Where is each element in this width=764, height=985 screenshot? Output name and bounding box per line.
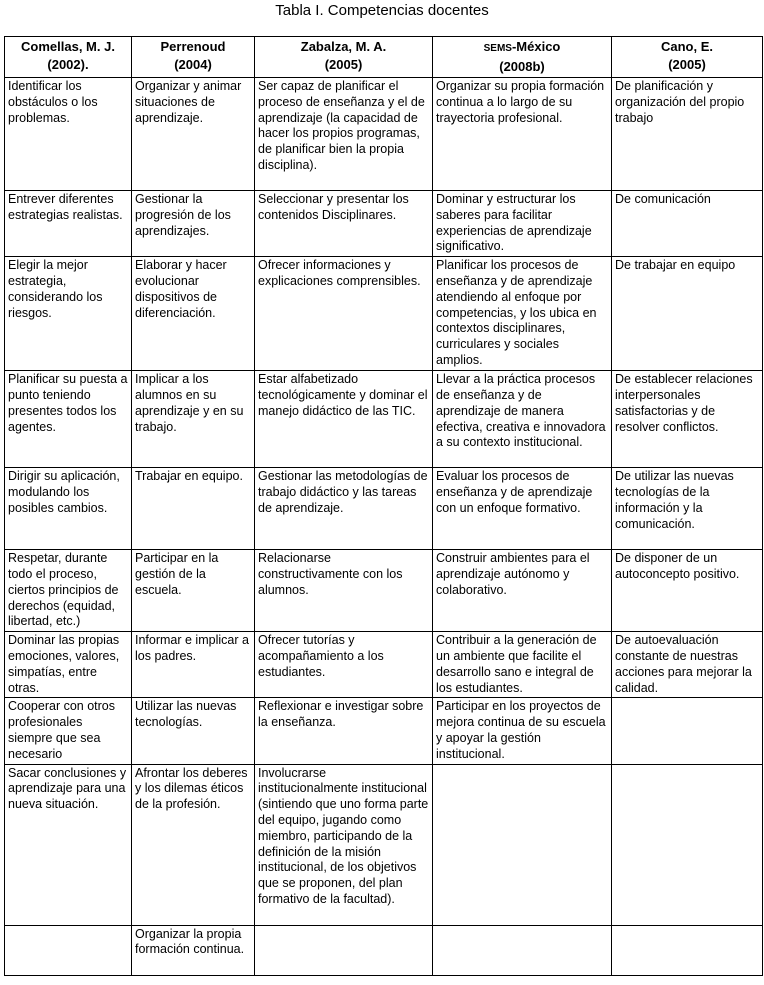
table-cell: Elegir la mejor estrategia, considerando los riesgos. <box>5 257 132 371</box>
table-cell: Relacionarse constructivamente con los alumnos. <box>255 550 433 632</box>
header-comellas <box>5 37 132 78</box>
header-sems <box>433 37 612 78</box>
header-zabalza <box>255 37 433 78</box>
table-cell <box>612 764 763 925</box>
header-row <box>5 37 763 78</box>
table-cell: Gestionar las metodologías de trabajo didáctico y las tareas de aprendizaje. <box>255 468 433 550</box>
table-cell: Implicar a los alumnos en su aprendizaje y en su trabajo. <box>132 371 255 468</box>
header-author: Zabalza, M. A. <box>300 39 387 54</box>
competencias-table <box>4 36 763 976</box>
table-cell: De planificación y organización del propio trabajo <box>612 78 763 191</box>
table-cell: Llevar a la práctica procesos de enseñanza y de aprendizaje de manera efectiva, creativa e innovadora a su contexto institucional. <box>433 371 612 468</box>
header-year: (2005) <box>668 57 706 72</box>
table-cell: Involucrarse institucionalmente institucional (sintiendo que uno forma parte del equipo, jugando como miembro, participando de la definición de la misión institucional, de los objetivos que se proponen, del plan formativo de la facultad). <box>255 764 433 925</box>
table-cell: Planificar su puesta a punto teniendo presentes todos los agentes. <box>5 371 132 468</box>
table-cell <box>433 764 612 925</box>
table-cell: Planificar los procesos de enseñanza y de aprendizaje atendiendo al enfoque por competencias, y los ubica en contextos disciplinares, curriculares y sociales amplios. <box>433 257 612 371</box>
table-title: Tabla I. Competencias docentes <box>275 2 489 19</box>
table-cell: Participar en la gestión de la escuela. <box>132 550 255 632</box>
table-cell: Reflexionar e investigar sobre la enseñanza. <box>255 698 433 764</box>
header-author-suffix: -México <box>511 39 561 54</box>
table-cell: De comunicación <box>612 191 763 257</box>
table-cell: Ser capaz de planificar el proceso de enseñanza y el de aprendizaje (la capacidad de hacer los propios programas, de planificar bien la propia disciplina). <box>255 78 433 191</box>
header-cano <box>612 37 763 78</box>
table-cell: Dirigir su aplicación, modulando los posibles cambios. <box>5 468 132 550</box>
table-row <box>5 698 763 764</box>
header-author: Comellas, M. J. <box>21 39 115 54</box>
table-cell: Cooperar con otros profesionales siempre que sea necesario <box>5 698 132 764</box>
table-cell: Evaluar los procesos de enseñanza y de aprendizaje con un enfoque formativo. <box>433 468 612 550</box>
table-cell: Respetar, durante todo el proceso, ciertos principios de derechos (equidad, libertad, etc.) <box>5 550 132 632</box>
table-cell: Utilizar las nuevas tecnologías. <box>132 698 255 764</box>
header-author-prefix: SEMS <box>483 43 512 54</box>
table-row <box>5 78 763 191</box>
table-cell: Dominar las propias emociones, valores, simpatías, entre otras. <box>5 632 132 698</box>
table-cell: De trabajar en equipo <box>612 257 763 371</box>
header-author <box>436 38 608 58</box>
header-perrenoud <box>132 37 255 78</box>
table-cell: De establecer relaciones interpersonales satisfactorias y de resolver conflictos. <box>612 371 763 468</box>
table-cell: Contribuir a la generación de un ambiente que facilite el desarrollo sano e integral de los estudiantes. <box>433 632 612 698</box>
table-cell: Entrever diferentes estrategias realistas. <box>5 191 132 257</box>
header-author: Cano, E. <box>660 39 713 54</box>
header-year: (2008b) <box>499 59 545 74</box>
table-row <box>5 257 763 371</box>
table-row <box>5 371 763 468</box>
table-row <box>5 550 763 632</box>
table-row <box>5 468 763 550</box>
table-row <box>5 925 763 975</box>
table-cell: De autoevaluación constante de nuestras acciones para mejorar la calidad. <box>612 632 763 698</box>
table-cell <box>433 925 612 975</box>
table-cell <box>5 925 132 975</box>
table-cell <box>612 925 763 975</box>
table-cell: Participar en los proyectos de mejora continua de su escuela y apoyar la gestión institucional. <box>433 698 612 764</box>
header-year: (2004) <box>174 57 212 72</box>
table-cell: Seleccionar y presentar los contenidos Disciplinares. <box>255 191 433 257</box>
table-cell: De disponer de un autoconcepto positivo. <box>612 550 763 632</box>
table-row <box>5 191 763 257</box>
table-cell <box>255 925 433 975</box>
table-cell: Afrontar los deberes y los dilemas éticos de la profesión. <box>132 764 255 925</box>
table-cell: Sacar conclusiones y aprendizaje para una nueva situación. <box>5 764 132 925</box>
table-cell: Informar e implicar a los padres. <box>132 632 255 698</box>
header-author: Perrenoud <box>160 39 226 54</box>
table-cell: Identificar los obstáculos o los problemas. <box>5 78 132 191</box>
header-year: (2005) <box>324 57 363 72</box>
table-row <box>5 764 763 925</box>
table-row <box>5 632 763 698</box>
table-cell: Dominar y estructurar los saberes para facilitar experiencias de aprendizaje significativo. <box>433 191 612 257</box>
table-cell: Ofrecer informaciones y explicaciones comprensibles. <box>255 257 433 371</box>
table-cell: Gestionar la progresión de los aprendizajes. <box>132 191 255 257</box>
table-cell: Ofrecer tutorías y acompañamiento a los estudiantes. <box>255 632 433 698</box>
table-cell <box>612 698 763 764</box>
table-cell: Elaborar y hacer evolucionar dispositivos de diferenciación. <box>132 257 255 371</box>
table-cell: Trabajar en equipo. <box>132 468 255 550</box>
table-cell: Organizar y animar situaciones de aprendizaje. <box>132 78 255 191</box>
table-cell: De utilizar las nuevas tecnologías de la información y la comunicación. <box>612 468 763 550</box>
table-cell: Organizar su propia formación continua a lo largo de su trayectoria profesional. <box>433 78 612 191</box>
header-year: (2002). <box>47 57 89 72</box>
table-cell: Estar alfabetizado tecnológicamente y dominar el manejo didáctico de las TIC. <box>255 371 433 468</box>
table-cell: Construir ambientes para el aprendizaje autónomo y colaborativo. <box>433 550 612 632</box>
table-cell: Organizar la propia formación continua. <box>132 925 255 975</box>
